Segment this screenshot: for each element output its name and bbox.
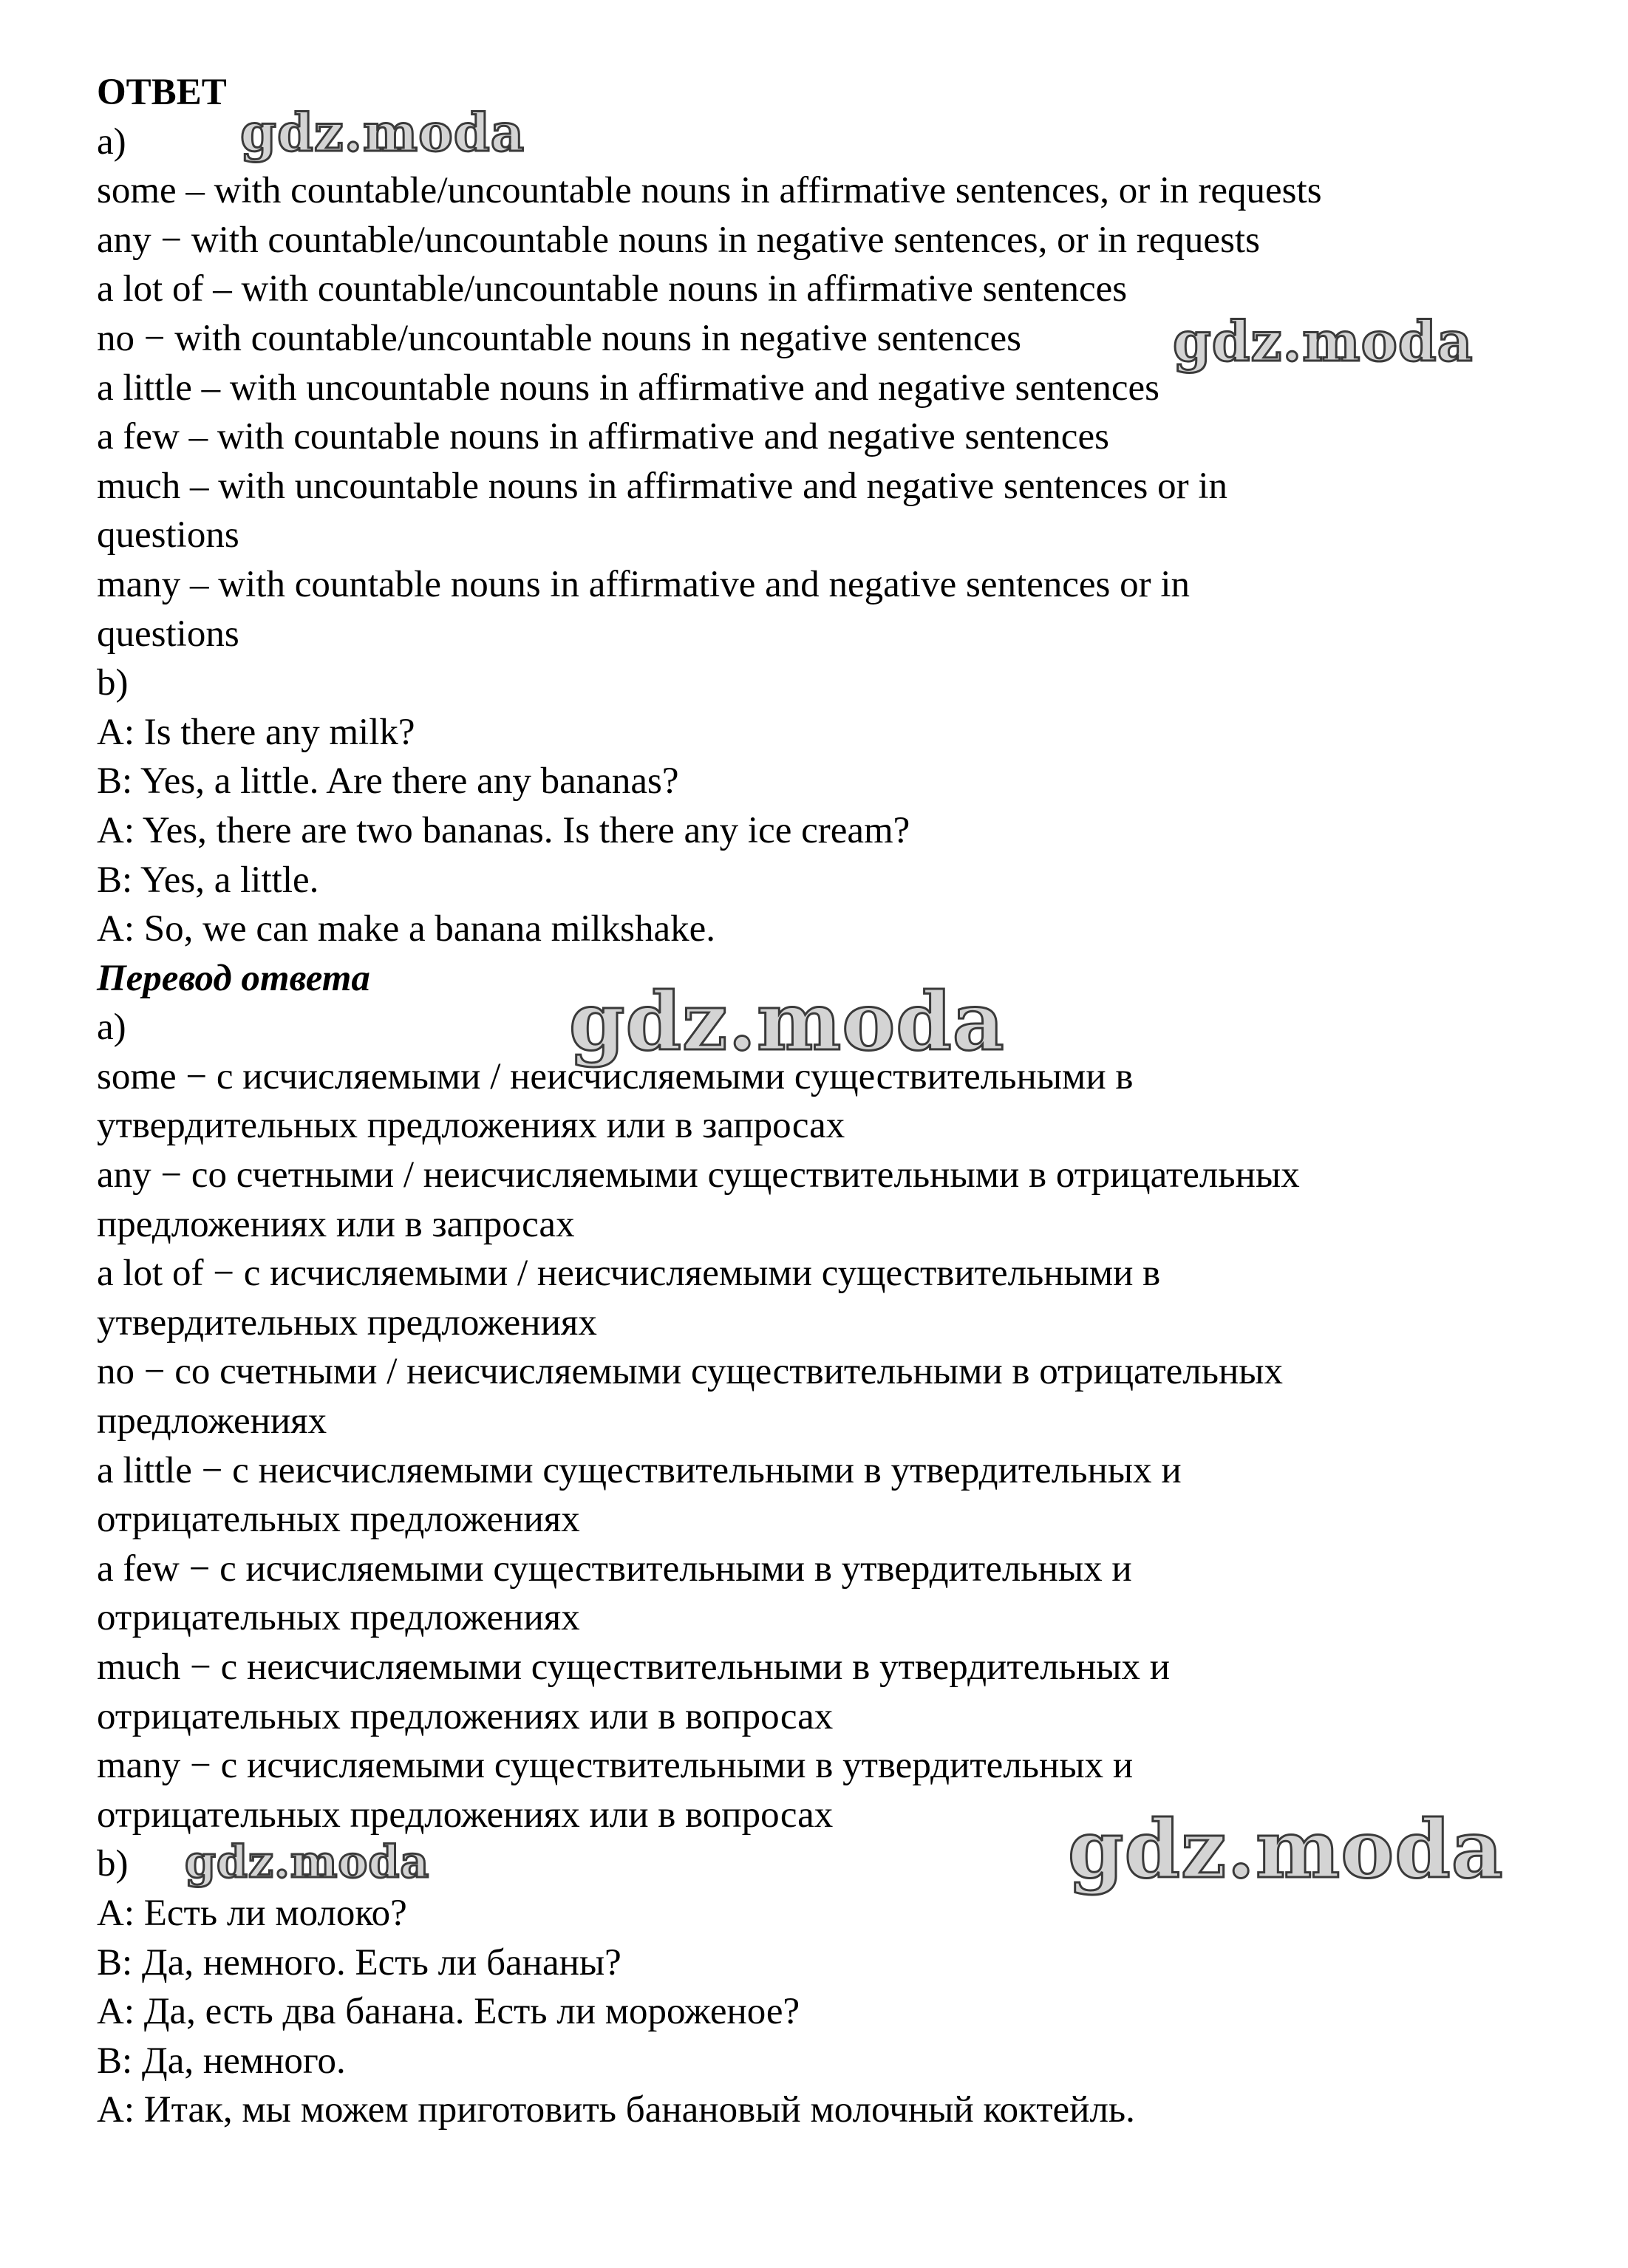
rule-ru-line: a few − с исчисляемыми существительными в утвердительных и: [97, 1547, 1132, 1590]
rule-ru-line: предложениях: [97, 1400, 327, 1443]
rule-ru-line: no − со счетными / неисчисляемыми существительными в отрицательных: [97, 1351, 1284, 1393]
rule-ru-line: утвердительных предложениях или в запросах: [97, 1105, 845, 1147]
rule-ru-line: предложениях или в запросах: [97, 1203, 575, 1245]
translation-heading: Перевод ответа: [97, 957, 370, 999]
rule-en-a-little: a little – with uncountable nouns in affirmative and negative sentences: [97, 367, 1159, 409]
watermark: gdz.moda: [569, 975, 1005, 1069]
rule-en-much-cont: questions: [97, 514, 239, 556]
dialogue-en-line: A: So, we can make a banana milkshake.: [97, 908, 715, 950]
watermark: gdz.moda: [1173, 310, 1474, 374]
watermark: gdz.moda: [240, 102, 525, 163]
rule-ru-line: a lot of − с исчисляемыми / неисчисляемыми существительными в: [97, 1253, 1161, 1295]
dialogue-en-line: B: Yes, a little.: [97, 859, 319, 901]
rule-en-much: much – with uncountable nouns in affirmative and negative sentences or in: [97, 465, 1228, 507]
dialogue-ru-line: A: Да, есть два банана. Есть ли мороженое?: [97, 1991, 800, 2033]
rule-ru-line: отрицательных предложениях: [97, 1597, 580, 1639]
dialogue-en-line: A: Yes, there are two bananas. Is there any ice cream?: [97, 809, 910, 851]
watermark: gdz.moda: [185, 1836, 430, 1888]
dialogue-ru-line: B: Да, немного.: [97, 2040, 346, 2082]
rule-ru-line: a little − с неисчисляемыми существительными в утвердительных и: [97, 1449, 1182, 1491]
watermark: gdz.moda: [1068, 1803, 1504, 1896]
rule-ru-line: any − со счетными / неисчисляемыми существительными в отрицательных: [97, 1154, 1300, 1196]
rule-en-many: many – with countable nouns in affirmative and negative sentences or in: [97, 563, 1191, 605]
dialogue-en-line: B: Yes, a little. Are there any bananas?: [97, 760, 679, 803]
rule-en-some: some – with countable/uncountable nouns in affirmative sentences, or in requests: [97, 170, 1322, 212]
rule-ru-line: отрицательных предложениях или в вопросах: [97, 1695, 834, 1737]
answer-heading: ОТВЕТ: [97, 72, 227, 113]
rule-ru-line: much − с неисчисляемыми существительными в утвердительных и: [97, 1646, 1171, 1688]
translation-a-label: a): [97, 1007, 126, 1049]
translation-b-label: b): [97, 1843, 129, 1885]
part-b-label: b): [97, 662, 129, 704]
rule-en-a-lot-of: a lot of – with countable/uncountable nouns in affirmative sentences: [97, 268, 1128, 310]
dialogue-en-line: A: Is there any milk?: [97, 711, 415, 753]
rule-ru-line: отрицательных предложениях или в вопросах: [97, 1794, 834, 1836]
answer-document: [97, 68, 1567, 2135]
dialogue-ru-line: A: Есть ли молоко?: [97, 1892, 407, 1934]
rule-en-any: any − with countable/uncountable nouns in negative sentences, or in requests: [97, 219, 1260, 261]
rule-en-many-cont: questions: [97, 613, 239, 655]
rule-ru-line: some − с исчисляемыми / неисчисляемыми существительными в: [97, 1055, 1134, 1097]
rule-ru-line: many − с исчисляемыми существительными в утвердительных и: [97, 1745, 1134, 1787]
rule-ru-line: утвердительных предложениях: [97, 1301, 597, 1344]
dialogue-ru-line: A: Итак, мы можем приготовить банановый молочный коктейль.: [97, 2089, 1135, 2131]
rule-en-no: no − with countable/uncountable nouns in negative sentences: [97, 317, 1022, 359]
part-a-label: a): [97, 120, 126, 163]
dialogue-ru-line: B: Да, немного. Есть ли бананы?: [97, 1941, 621, 1983]
rule-en-a-few: a few – with countable nouns in affirmative and negative sentences: [97, 416, 1109, 458]
rule-ru-line: отрицательных предложениях: [97, 1499, 580, 1541]
